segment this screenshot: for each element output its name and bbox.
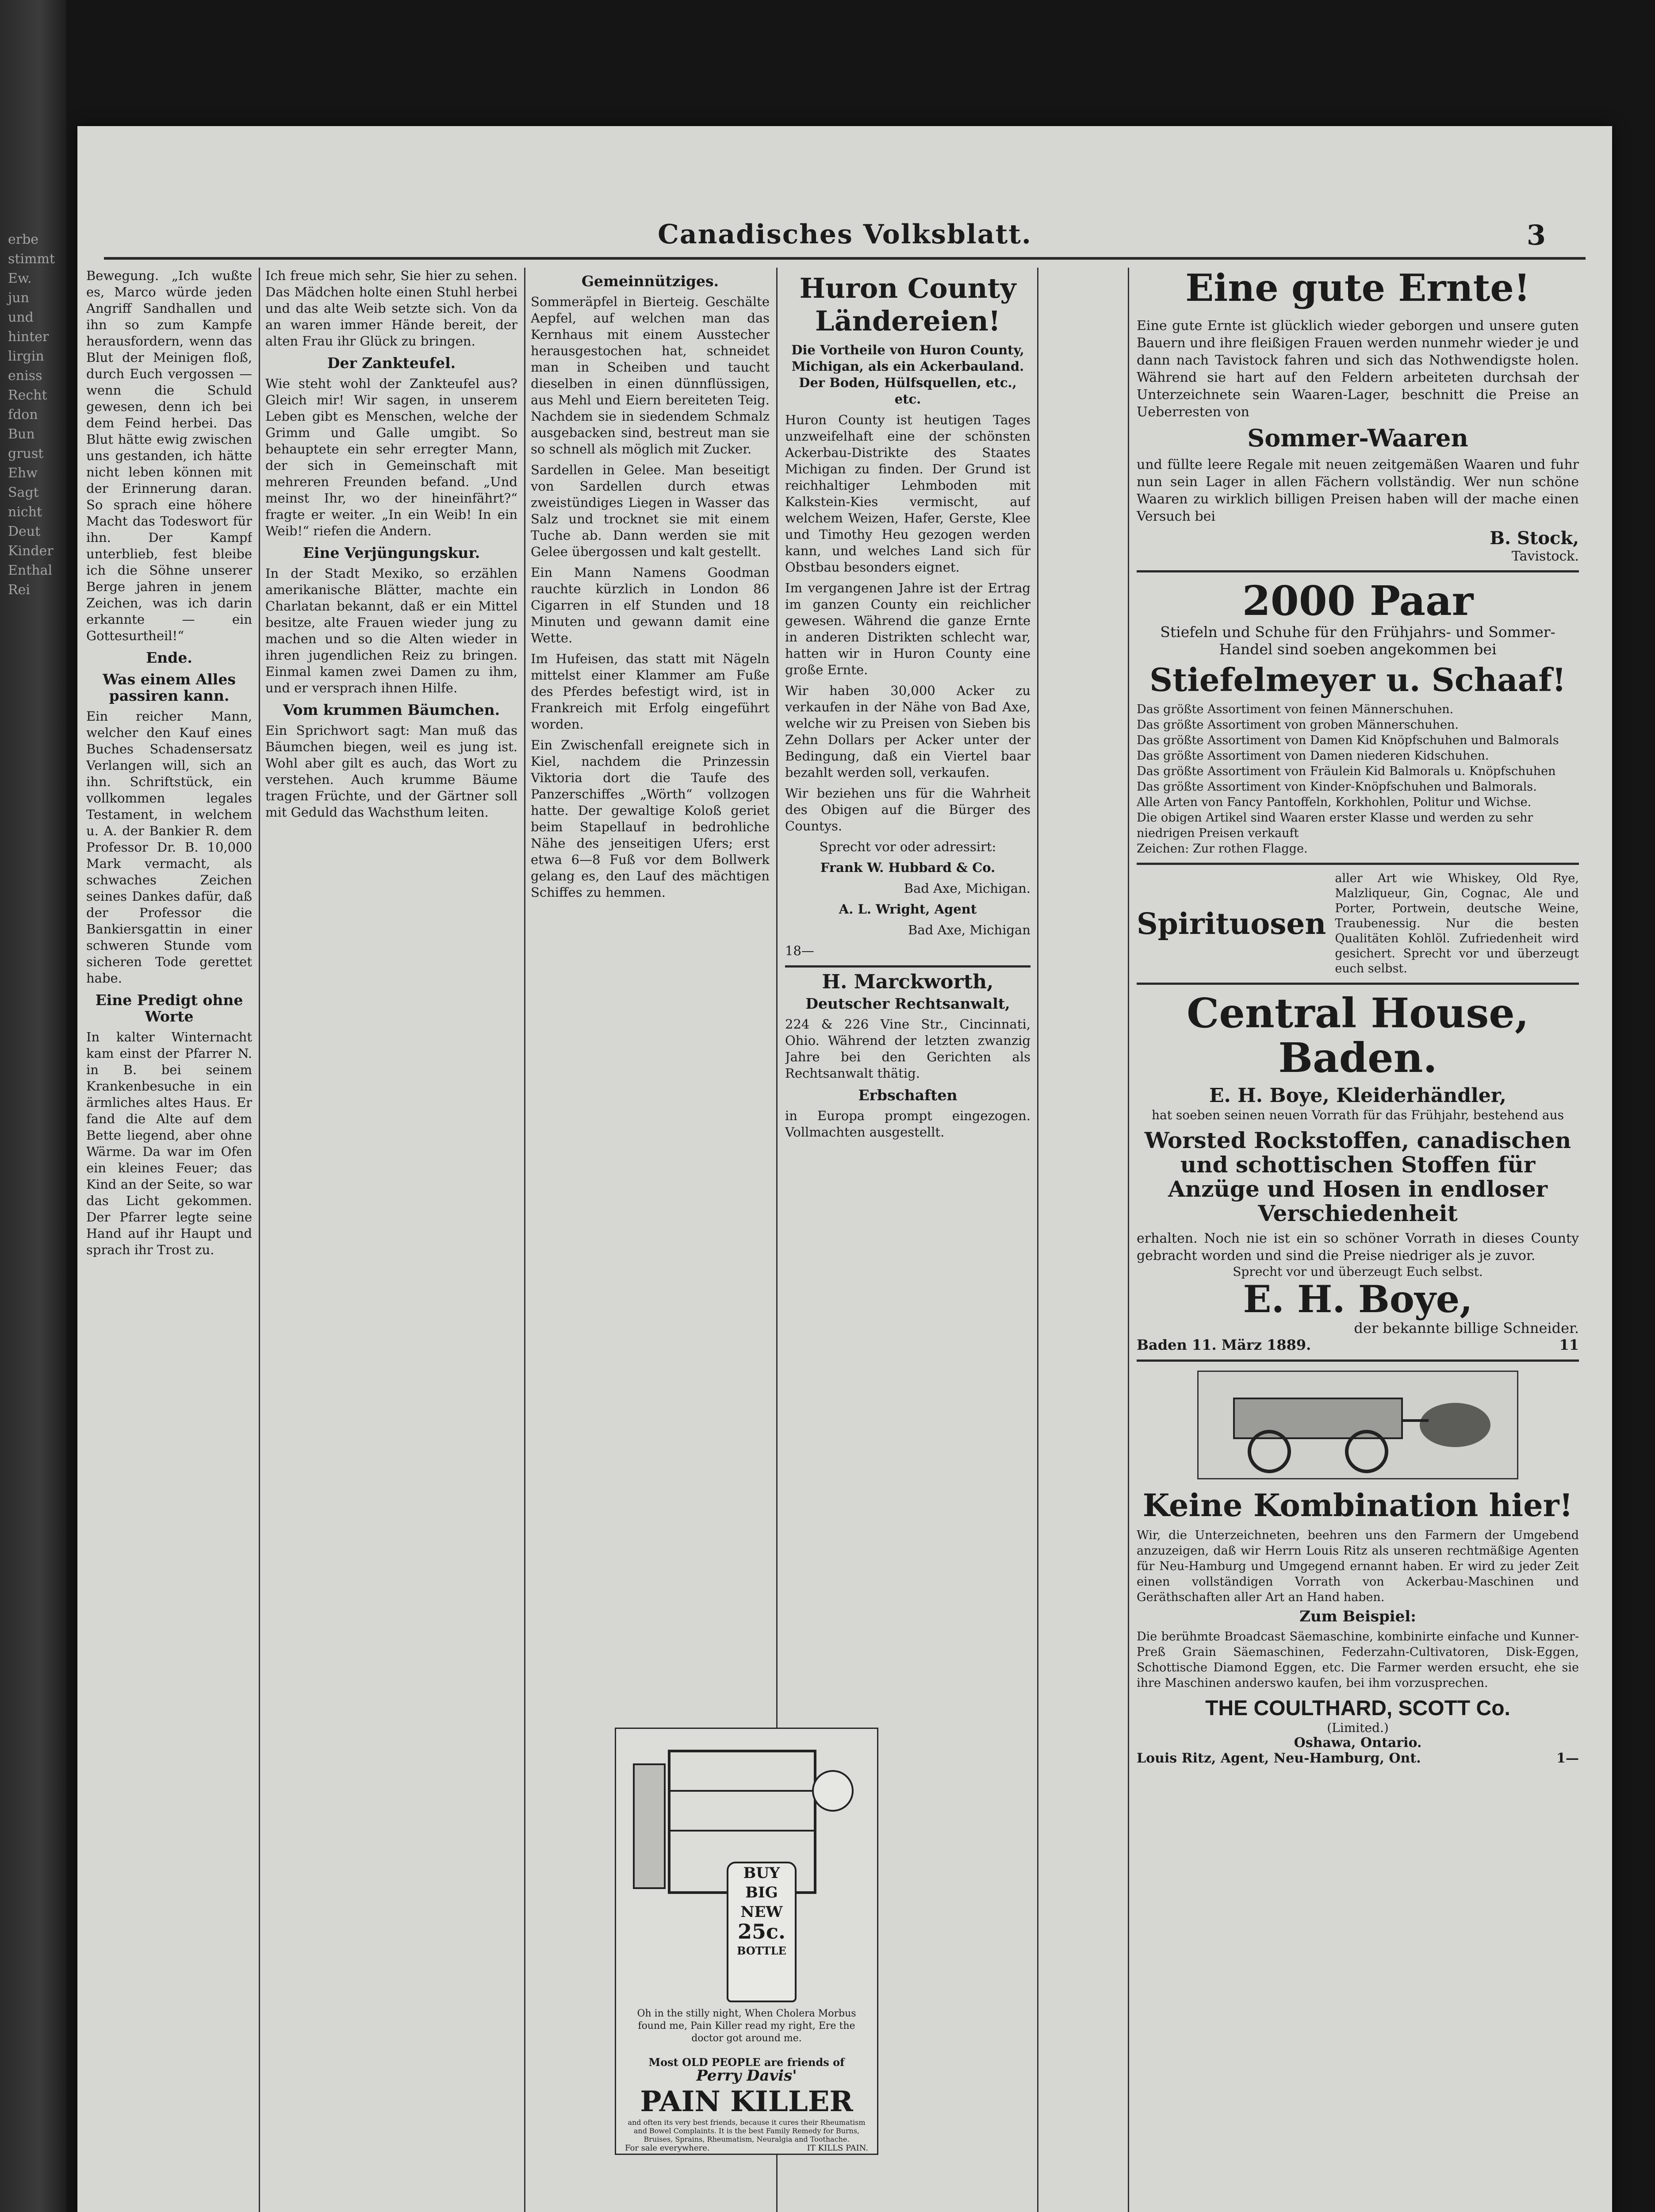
strip-fragment: jun [8,290,29,306]
ad-title-stiefelmeyer: Stiefelmeyer u. Schaaf! [1149,661,1566,699]
strip-fragment: Ew. [8,271,32,286]
ad-number: 1— [1556,1750,1579,1766]
ad-heading-huron: Huron County Ländereien! [799,272,1016,337]
article-paragraph: In kalter Winternacht kam einst der Pfarrer N. in B. bei seinem Krankenbesuche in ein ärmliches altes Haus. Er fand die Alte auf dem Bette liegend, aber ohne Wärme. Da war im Ofen ein kleines Feuer; das Kind an der Seite, so war das Licht gekommen. Der Pfarrer legte seine Hand auf ihr Haupt und sprach ihr Trost zu. [86,1029,252,1257]
article-paragraph: Sardellen in Gelee. Man beseitigt von Sardellen durch etwas zweistündiges Liegen in Wasser das Salz und trocknet sie mit einem Tuche ab. Dann werden sie mit Gelee übergossen und kalt gestellt. [531,462,770,559]
agent-name: A. L. Wright, Agent [839,902,977,917]
strip-fragment: Bun [8,426,35,442]
ad-title-kombination: Keine Kombination hier! [1142,1487,1573,1524]
ad-paragraph: und füllte leere Regale mit neuen zeitgemäßen Waaren und fuhr nun sein Lager in allen Fächern vollständig. Wer nun schöne Waaren zu wirklich billigen Preisen haben will der mache einen Versuch bei [1137,457,1579,524]
masthead-title: Canadisches Volksblatt. [658,219,1032,250]
article-paragraph: Im Hufeisen, das statt mit Nägeln mittelst einer Klammer am Fuße des Pferdes befestigt wird, ist in Frankreich mit Erfolg eingeführt worden. [531,651,770,732]
ad-caption: Most OLD PEOPLE are friends of [648,2056,845,2069]
ad-paragraph: erhalten. Noch nie ist ein so schöner Vorrath in dieses County gebracht worden und sind die Preise niedriger als je zuvor. [1137,1230,1579,1263]
article-paragraph: Bewegung. „Ich wußte es, Marco würde jeden Angriff Sandhallen und ihn so zum Kampfe herausfordern, wenn das Blut der Meinigen floß, durch Euch vergossen — wenn die Schuld gewesen, denn ich bei dem Feind herbei. Das Blut hätte ewig zwischen uns gestanden, ich hätte nicht leben können mit der Erinnerung daran. So sprach eine höhere Macht das Todeswort für ihn. Der Kampf unterblieb, fest bleibe ich die Söhne unserer Berge jahren in jenem Zeichen, was ich darin erkannte — ein Gottesurtheil!“ [86,268,252,643]
product-list-item: Das größte Assortiment von Damen Kid Knöpfschuhen und Balmorals [1137,733,1559,748]
company-limited: (Limited.) [1327,1720,1389,1735]
product-list-item: Das größte Assortiment von Fräulein Kid Balmorals u. Knöpfschuhen [1137,764,1556,779]
ad-date: Baden 11. März 1889. [1137,1336,1311,1354]
article-end: Ende. [146,649,192,666]
article-heading: Eine Predigt ohne Worte [95,991,243,1025]
ad-caption: For sale everywhere. [625,2143,710,2153]
ad-title-paar: 2000 Paar [1242,576,1474,625]
ad-number: 11 [1559,1336,1579,1354]
ad-paragraph: in Europa prompt eingezogen. Vollmachten ausgestellt. [785,1108,1031,1140]
bottle-text: BUY [743,1864,780,1882]
divider [1137,983,1579,985]
ad-paragraph: aller Art wie Whiskey, Old Rye, Malzliqueur, Gin, Cognac, Ale und Porter, Portwein, deutsche Weine, Traubenessig. Nur die besten Qualitäten Kohlöl. Zufriedenheit wird gesichert. Sprecht vor und überzeugt euch selbst. [1335,872,1579,976]
ad-caption: and often its very best friends, because it cures their Rheumatism and Bowel Complaints. It is the best Family Remedy for Burns, Bruises, Sprains, Rheumatism, Neuralgia and Toothache. [628,2118,866,2143]
agent-place: Bad Axe, Michigan [908,922,1031,937]
article-heading: Eine Verjüngungskur. [303,544,480,561]
machine-illustration [1197,1371,1518,1479]
ad-paragraph: Wir, die Unterzeichneten, beehren uns den Farmern der Umgebend anzuzeigen, daß wir Herrn Louis Ritz als unseren rechtmäßige Agenten für Neu-Hamburg und Umgegend ernannt haben. Er wird zu jeder Zeit einen vollständigen Vorrath von Ackerbau-Maschinen und Geräthschaften aller Art an Hand haben. [1137,1528,1579,1605]
column-divider [1037,268,1038,2212]
strip-fragment: Ehw [8,465,38,481]
contact-label: Sprecht vor oder adressirt: [819,839,996,854]
strip-fragment: fdon [8,407,38,422]
article-paragraph: Wie steht wohl der Zankteufel aus? Gleich mir! Wir sagen, in unserem Leben gibt es Menschen, welche der Grimm und Galle umgibt. So behauptete ein sehr erregter Mann, der sich in Gemeinschaft mit mehreren Freunden befand. „Und meinst Ihr, wo der hineinfährt?“ fragte er weiter. „In ein Weib! In ein Weib!“ riefen die Andern. [265,376,517,538]
strip-fragment: grust [8,446,44,461]
bottle-text: 25c. [737,1920,786,1943]
column-divider [259,268,260,2212]
agent-line: Louis Ritz, Agent, Neu-Hamburg, Ont. [1137,1750,1421,1766]
strip-fragment: Enthal [8,563,53,578]
article-heading: Was einem Alles passiren kann. [103,671,236,704]
ad-paragraph: Im vergangenen Jahre ist der Ertrag im ganzen County ein reichlicher gewesen. Während die ganze Ernte in anderen Distrikten schlecht war, hatten wir in Huron County eine große Ernte. [785,580,1031,677]
ad-subheading: Die Vortheile von Huron County, Michigan, als ein Ackerbauland. Der Boden, Hülfsquellen, etc., etc. [791,342,1024,407]
column-2 [265,268,517,2212]
column-3 [531,268,770,1719]
article-paragraph: Ich freue mich sehr, Sie hier zu sehen. Das Mädchen holte einen Stuhl herbei und das alte Weib setzte sich. Von da an waren immer Hände bereit, der alten Frau ihr Glück zu bringen. [265,268,517,349]
ad-title-central-house: Central House, Baden. [1187,989,1529,1082]
ad-paragraph: Eine gute Ernte ist glücklich wieder geborgen und unsere guten Bauern und ihre fleißigen Frauen werden nunmehr wieder je und dann nach Tavistock fahren und sich das Nothwendigste holen. Während sie hart auf den Feldern arbeiteten durchsah der Unterzeichnete sein Waaren-Lager, beschnitt die Preise an Ueberresten von [1137,318,1579,420]
company-place: Oshawa, Ontario. [1294,1735,1422,1751]
ad-title-spirituosen: Spirituosen [1137,906,1326,941]
divider [785,965,1031,968]
divider [1137,863,1579,865]
ad-subtitle: Worsted Rockstoffen, canadischen und schottischen Stoffen für Anzüge und Hosen in endloser Verschiedenheit [1144,1127,1571,1226]
company-name: THE COULTHARD, SCOTT Co. [1205,1696,1510,1720]
newspaper-page [77,126,1612,2212]
bottle-text: BIG [745,1884,778,1901]
article-paragraph: Sommeräpfel in Bierteig. Geschälte Aepfel, auf welchen man das Kernhaus mit einem Ausstecher herausgestochen hat, schneidet man in Scheiben und taucht dieselben in einen dünnflüssigen, aus Mehl und Eiern bereiteten Teig. Nachdem sie in siedendem Schmalz ausgebacken sind, bestreut man sie so schnell als möglich mit Zucker. [531,294,770,457]
article-paragraph: In der Stadt Mexiko, so erzählen amerikanische Blätter, machte ein Charlatan bekannt, daß er ein Mittel besitze, alte Frauen wieder jung zu machen und so die Alten wieder in ihren jugendlichen Reiz zu bringen. Einmal kamen zwei Damen zu ihm, und er versprach ihnen Hilfe. [265,566,517,695]
agent-name: Frank W. Hubbard & Co. [820,860,996,875]
strip-fragment: lirgin [8,349,44,364]
strip-fragment: Recht [8,388,47,403]
ad-title-ernte: Eine gute Ernte! [1185,266,1530,310]
strip-fragment: erbe [8,232,39,247]
ad-title-boye: E. H. Boye, [1243,1277,1473,1321]
ad-paragraph: Stiefeln und Schuhe für den Frühjahrs- und Sommer-Handel sind soeben angekommen bei [1160,623,1555,658]
strip-fragment: Kinder [8,543,54,559]
ad-caption: Oh in the stilly night, When Cholera Morbus found me, Pain Killer read my right, Ere the doctor got around me. [637,2008,856,2044]
strip-fragment: nicht [8,504,42,520]
ad-heading-marckworth: H. Marckworth, [822,971,994,993]
strip-fragment: Deut [8,524,41,539]
ad-signature-place: Tavistock. [1511,548,1579,564]
ad-paragraph: Wir haben 30,000 Acker zu verkaufen in der Nähe von Bad Axe, welche wir zu Preisen von Sieben bis Zehn Dollars per Acker unter der Bedingung, daß ein Viertel baar bezahlt werden soll, verkaufen. [785,683,1031,780]
ad-tagline: der bekannte billige Schneider. [1354,1320,1579,1337]
brand-name: Perry Davis' [696,2067,797,2085]
ad-subheading: Deutscher Rechtsanwalt, [805,995,1010,1012]
bottle-illustration [727,1862,797,2002]
divider [1137,1359,1579,1362]
ad-number: 18— [785,943,814,958]
ad-paragraph: Die berühmte Broadcast Säemaschine, kombinirte einfache und Kunner-Preß Grain Säemaschinen, Federzahn-Cultivatoren, Disk-Eggen, Schottische Diamond Eggen, etc. Die Farmer werden ersucht, ehe sie ihre Maschinen anderswo kaufen, bei ihm vorzusprechen. [1137,1629,1579,1690]
article-paragraph: Ein Sprichwort sagt: Man muß das Bäumchen biegen, weil es jung ist. Wohl aber gilt es auch, das Wort zu verstehen. Auch krumme Bäume tragen Früchte, und der Gärtner soll mit Geduld das Wachsthum leiten. [265,723,517,820]
bottle-text: NEW [740,1903,783,1921]
product-list-item: Alle Arten von Fancy Pantoffeln, Korkhohlen, Politur und Wichse. [1137,795,1532,810]
product-list-item: Zeichen: Zur rothen Flagge. [1137,842,1308,856]
ad-subheading: Erbschaften [858,1087,958,1104]
product-list-item: Das größte Assortiment von Kinder-Knöpfschuhen und Balmorals. [1137,780,1537,794]
column-divider [524,268,525,2212]
masthead-rule [104,257,1586,260]
ad-signature: B. Stock, [1490,527,1579,549]
product-list-item: Das größte Assortiment von groben Männerschuhen. [1137,718,1459,732]
article-paragraph: Ein Zwischenfall ereignete sich in Kiel, nachdem die Prinzessin Viktoria dort die Taufe des Panzerschiffes „Wörth“ vollzogen hatte. Der gewaltige Koloß geriet beim Stapellauf in bedrohliche Nähe des jenseitigen Ufers; erst etwa 6—8 Fuß vor dem Bollwerk gelang es, den Lauf des mächtigen Schiffes zu hemmen. [531,737,770,900]
bottle-text: BOTTLE [737,1944,786,1957]
page-number: 3 [1526,219,1546,251]
product-list-item: Die obigen Artikel sind Waaren erster Klasse und werden zu sehr niedrigen Preisen verkauft [1137,811,1533,841]
agent-place: Bad Axe, Michigan. [904,881,1031,896]
strip-fragment: hinter [8,329,49,345]
article-heading: Gemeinnütziges. [581,273,719,290]
ad-paragraph: Wir beziehen uns für die Wahrheit des Obigen auf die Bürger des Countys. [785,786,1031,833]
advertisement-column [1137,268,1579,1766]
article-paragraph: Ein Mann Namens Goodman rauchte kürzlich in London 86 Cigarren in elf Stunden und 18 Minuten und gewann damit eine Wette. [531,565,770,645]
article-heading: Der Zankteufel. [327,354,456,372]
strip-fragment: Sagt [8,485,39,500]
product-name: PAIN KILLER [640,2085,853,2118]
adjacent-page-edge [0,0,66,2212]
ad-paragraph: 224 & 226 Vine Str., Cincinnati, Ohio. Während der letzten zwanzig Jahre bei den Gerichten als Rechtsanwalt thätig. [785,1017,1031,1081]
product-list-item: Das größte Assortiment von feinen Männerschuhen. [1137,703,1454,717]
ad-paragraph: Huron County ist heutigen Tages unzweifelhaft eine der schönsten Ackerbau-Distrikte des Staates Michigan zu finden. Der Grund ist reichhaltiger Lehmboden mit Kalkstein-Kies vermischt, auf welchem Weizen, Hafer, Gerste, Klee und Timothy Heu gezogen werden kann, und welches Land sich für Obstbau besonders eignet. [785,412,1031,575]
article-paragraph: Ein reicher Mann, welcher den Kauf eines Buches Schadensersatz Verlangen will, sich an ihn. Schriftstück, ein vollkommen legales Testament, in welchem u. A. der Bankier R. dem Professor Dr. B. 10,000 Mark vermacht, als schwaches Zeichen seines Dankes dafür, daß der Professor die Bankiersgattin in einer schweren Stunde vom sicheren Tode gerettet habe. [86,709,252,986]
product-list [1137,702,1579,856]
ad-subtitle: E. H. Boye, Kleiderhändler, [1209,1084,1506,1107]
product-list-item: Das größte Assortiment von Damen niederen Kidschuhen. [1137,749,1489,763]
ad-paragraph: hat soeben seinen neuen Vorrath für das Frühjahr, bestehend aus [1151,1107,1564,1122]
column-divider [1128,268,1129,2212]
strip-fragment: Rei [8,582,30,598]
strip-fragment: stimmt [8,251,55,267]
ad-caption: IT KILLS PAIN. [807,2143,868,2153]
column-1 [86,268,252,2212]
ad-subtitle: Sommer-Waaren [1247,424,1468,453]
strip-fragments [8,230,61,600]
painkiller-ad [615,1728,878,2155]
article-heading: Vom krummen Bäumchen. [283,701,500,718]
masthead [77,219,1612,268]
divider [1137,570,1579,572]
strip-fragment: eniss [8,368,42,384]
strip-fragment: und [8,310,34,325]
ad-note: Sprecht vor und überzeugt Euch selbst. [1233,1264,1483,1279]
ad-subtitle: Zum Beispiel: [1299,1608,1416,1626]
